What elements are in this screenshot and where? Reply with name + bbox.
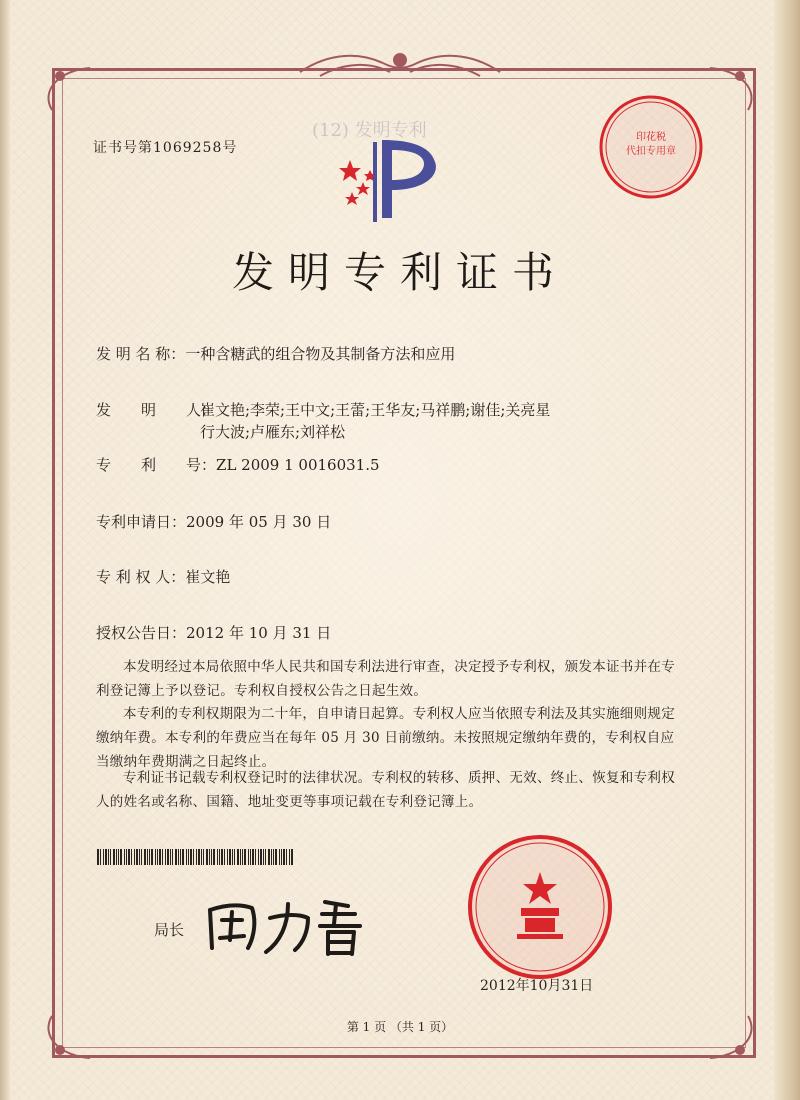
inventor-label: 发 明 人： [96, 401, 217, 419]
barcode-bar [167, 849, 169, 865]
barcode-bar [227, 849, 228, 865]
barcode-bar [190, 849, 192, 865]
barcode-bar [260, 849, 262, 865]
barcode-bar [126, 849, 127, 865]
background-header-ghost: (12) 发明专利 [312, 120, 427, 141]
barcode-bar [279, 849, 280, 865]
barcode-bar [211, 849, 212, 865]
patentee-label: 专 利 权 人： [96, 568, 186, 586]
barcode-bar [151, 849, 153, 865]
barcode-bar [289, 849, 290, 865]
barcode-bar [124, 849, 125, 865]
barcode-bar [147, 849, 148, 865]
body-paragraph-2: 本专利的专利权期限为二十年，自申请日起算。专利权人应当依照专利法及其实施细则规定缴纳年费。本专利的年费应当在每年 05 月 30 日前缴纳。未按照规定缴纳年费的，专利权自应当缴纳年费期满之日起终止。 [96, 706, 675, 770]
barcode-bar [144, 849, 146, 865]
barcode-bar [97, 849, 99, 865]
barcode-bar [186, 849, 187, 865]
inventor-row [96, 399, 551, 441]
barcode-bar [240, 849, 241, 865]
barcode-bar [265, 849, 266, 865]
patentee-row [96, 566, 230, 588]
tax-seal [596, 92, 706, 202]
barcode-bar [149, 849, 150, 865]
patentee-value: 崔文艳 [185, 568, 231, 586]
barcode-bar [105, 849, 107, 865]
barcode-bar [219, 849, 220, 865]
publication-date-value: 2012 年 10 月 31 日 [186, 624, 332, 642]
svg-text:印花税: 印花税 [636, 132, 666, 143]
barcode [97, 849, 293, 865]
barcode-bar [291, 849, 293, 865]
application-date-row [96, 511, 331, 533]
barcode-bar [131, 849, 132, 865]
barcode-bar [248, 849, 249, 865]
barcode-bar [157, 849, 158, 865]
application-date-label: 专利申请日： [96, 513, 187, 531]
barcode-bar [196, 849, 197, 865]
barcode-bar [103, 849, 104, 865]
page-number: 第 1 页 （共 1 页） [346, 1020, 454, 1034]
barcode-bar [201, 849, 202, 865]
barcode-bar [162, 849, 163, 865]
application-date-value: 2009 年 05 月 30 日 [186, 513, 332, 531]
barcode-bar [224, 849, 225, 865]
barcode-bar [213, 849, 215, 865]
barcode-bar [206, 849, 208, 865]
barcode-bar [100, 849, 101, 865]
barcode-bar [193, 849, 194, 865]
barcode-bar [165, 849, 166, 865]
barcode-bar [229, 849, 231, 865]
director-signature [200, 890, 370, 960]
barcode-bar [268, 849, 270, 865]
barcode-bar [271, 849, 272, 865]
inventors-line-2: 行大波;卢雁东;刘祥松 [200, 423, 346, 441]
barcode-bar [188, 849, 189, 865]
barcode-bar [209, 849, 210, 865]
barcode-bar [252, 849, 254, 865]
barcode-bar [108, 849, 109, 865]
barcode-bar [275, 849, 277, 865]
barcode-bar [120, 849, 122, 865]
barcode-bar [203, 849, 204, 865]
barcode-bar [250, 849, 251, 865]
barcode-bar [139, 849, 140, 865]
publication-date-row [96, 622, 331, 644]
barcode-bar [273, 849, 274, 865]
barcode-bar [159, 849, 161, 865]
certificate-number: 证书号第1069258号 [93, 140, 238, 156]
barcode-bar [217, 849, 218, 865]
inventors-line-1: 崔文艳;李荣;王中文;王蕾;王华友;马祥鹏;谢佳;关亮星 [200, 401, 551, 419]
barcode-bar [286, 849, 287, 865]
state-ipo-seal [465, 832, 615, 982]
barcode-bar [237, 849, 239, 865]
barcode-bar [281, 849, 282, 865]
director-label: 局长 [154, 921, 185, 939]
body-paragraph-1: 本发明经过本局依照中华人民共和国专利法进行审查，决定授予专利权，颁发本证书并在专利登记簿上予以登记。专利权自授权公告之日起生效。 [96, 659, 675, 699]
barcode-bar [178, 849, 179, 865]
barcode-bar [113, 849, 115, 865]
barcode-bar [255, 849, 256, 865]
barcode-bar [180, 849, 181, 865]
barcode-bar [263, 849, 264, 865]
patent-number-label: 专 利 号： [96, 456, 217, 474]
invention-name-value: 一种含糖武的组合物及其制备方法和应用 [185, 345, 456, 363]
barcode-bar [242, 849, 243, 865]
barcode-bar [234, 849, 235, 865]
publication-date-label: 授权公告日： [96, 624, 187, 642]
invention-name-row [96, 343, 455, 365]
barcode-bar [221, 849, 223, 865]
barcode-bar [182, 849, 184, 865]
barcode-bar [198, 849, 200, 865]
barcode-bar [244, 849, 246, 865]
barcode-bar [232, 849, 233, 865]
barcode-bar [128, 849, 130, 865]
invention-name-label: 发 明 名 称： [96, 345, 186, 363]
issue-date: 2012年10月31日 [480, 978, 594, 994]
barcode-bar [170, 849, 171, 865]
patent-number-value: ZL 2009 1 0016031.5 [216, 456, 380, 474]
certificate-title: 发明专利证书 [231, 248, 568, 297]
inventor-values [200, 399, 680, 443]
body-paragraph-3: 专利证书记载专利权登记时的法律状况。专利权的转移、质押、无效、终止、恢复和专利权人的姓名或名称、国籍、地址变更等事项记载在专利登记簿上。 [96, 770, 675, 810]
barcode-bar [136, 849, 138, 865]
barcode-bar [172, 849, 173, 865]
barcode-bar [116, 849, 117, 865]
barcode-bar [283, 849, 285, 865]
patent-number-row [96, 454, 380, 476]
barcode-bar [110, 849, 111, 865]
barcode-bar [258, 849, 259, 865]
svg-text:代扣专用章: 代扣专用章 [626, 146, 676, 157]
barcode-bar [175, 849, 177, 865]
patent-office-logo-icon [330, 130, 450, 230]
barcode-bar [141, 849, 142, 865]
barcode-bar [155, 849, 156, 865]
barcode-bar [118, 849, 119, 865]
barcode-bar [134, 849, 135, 865]
